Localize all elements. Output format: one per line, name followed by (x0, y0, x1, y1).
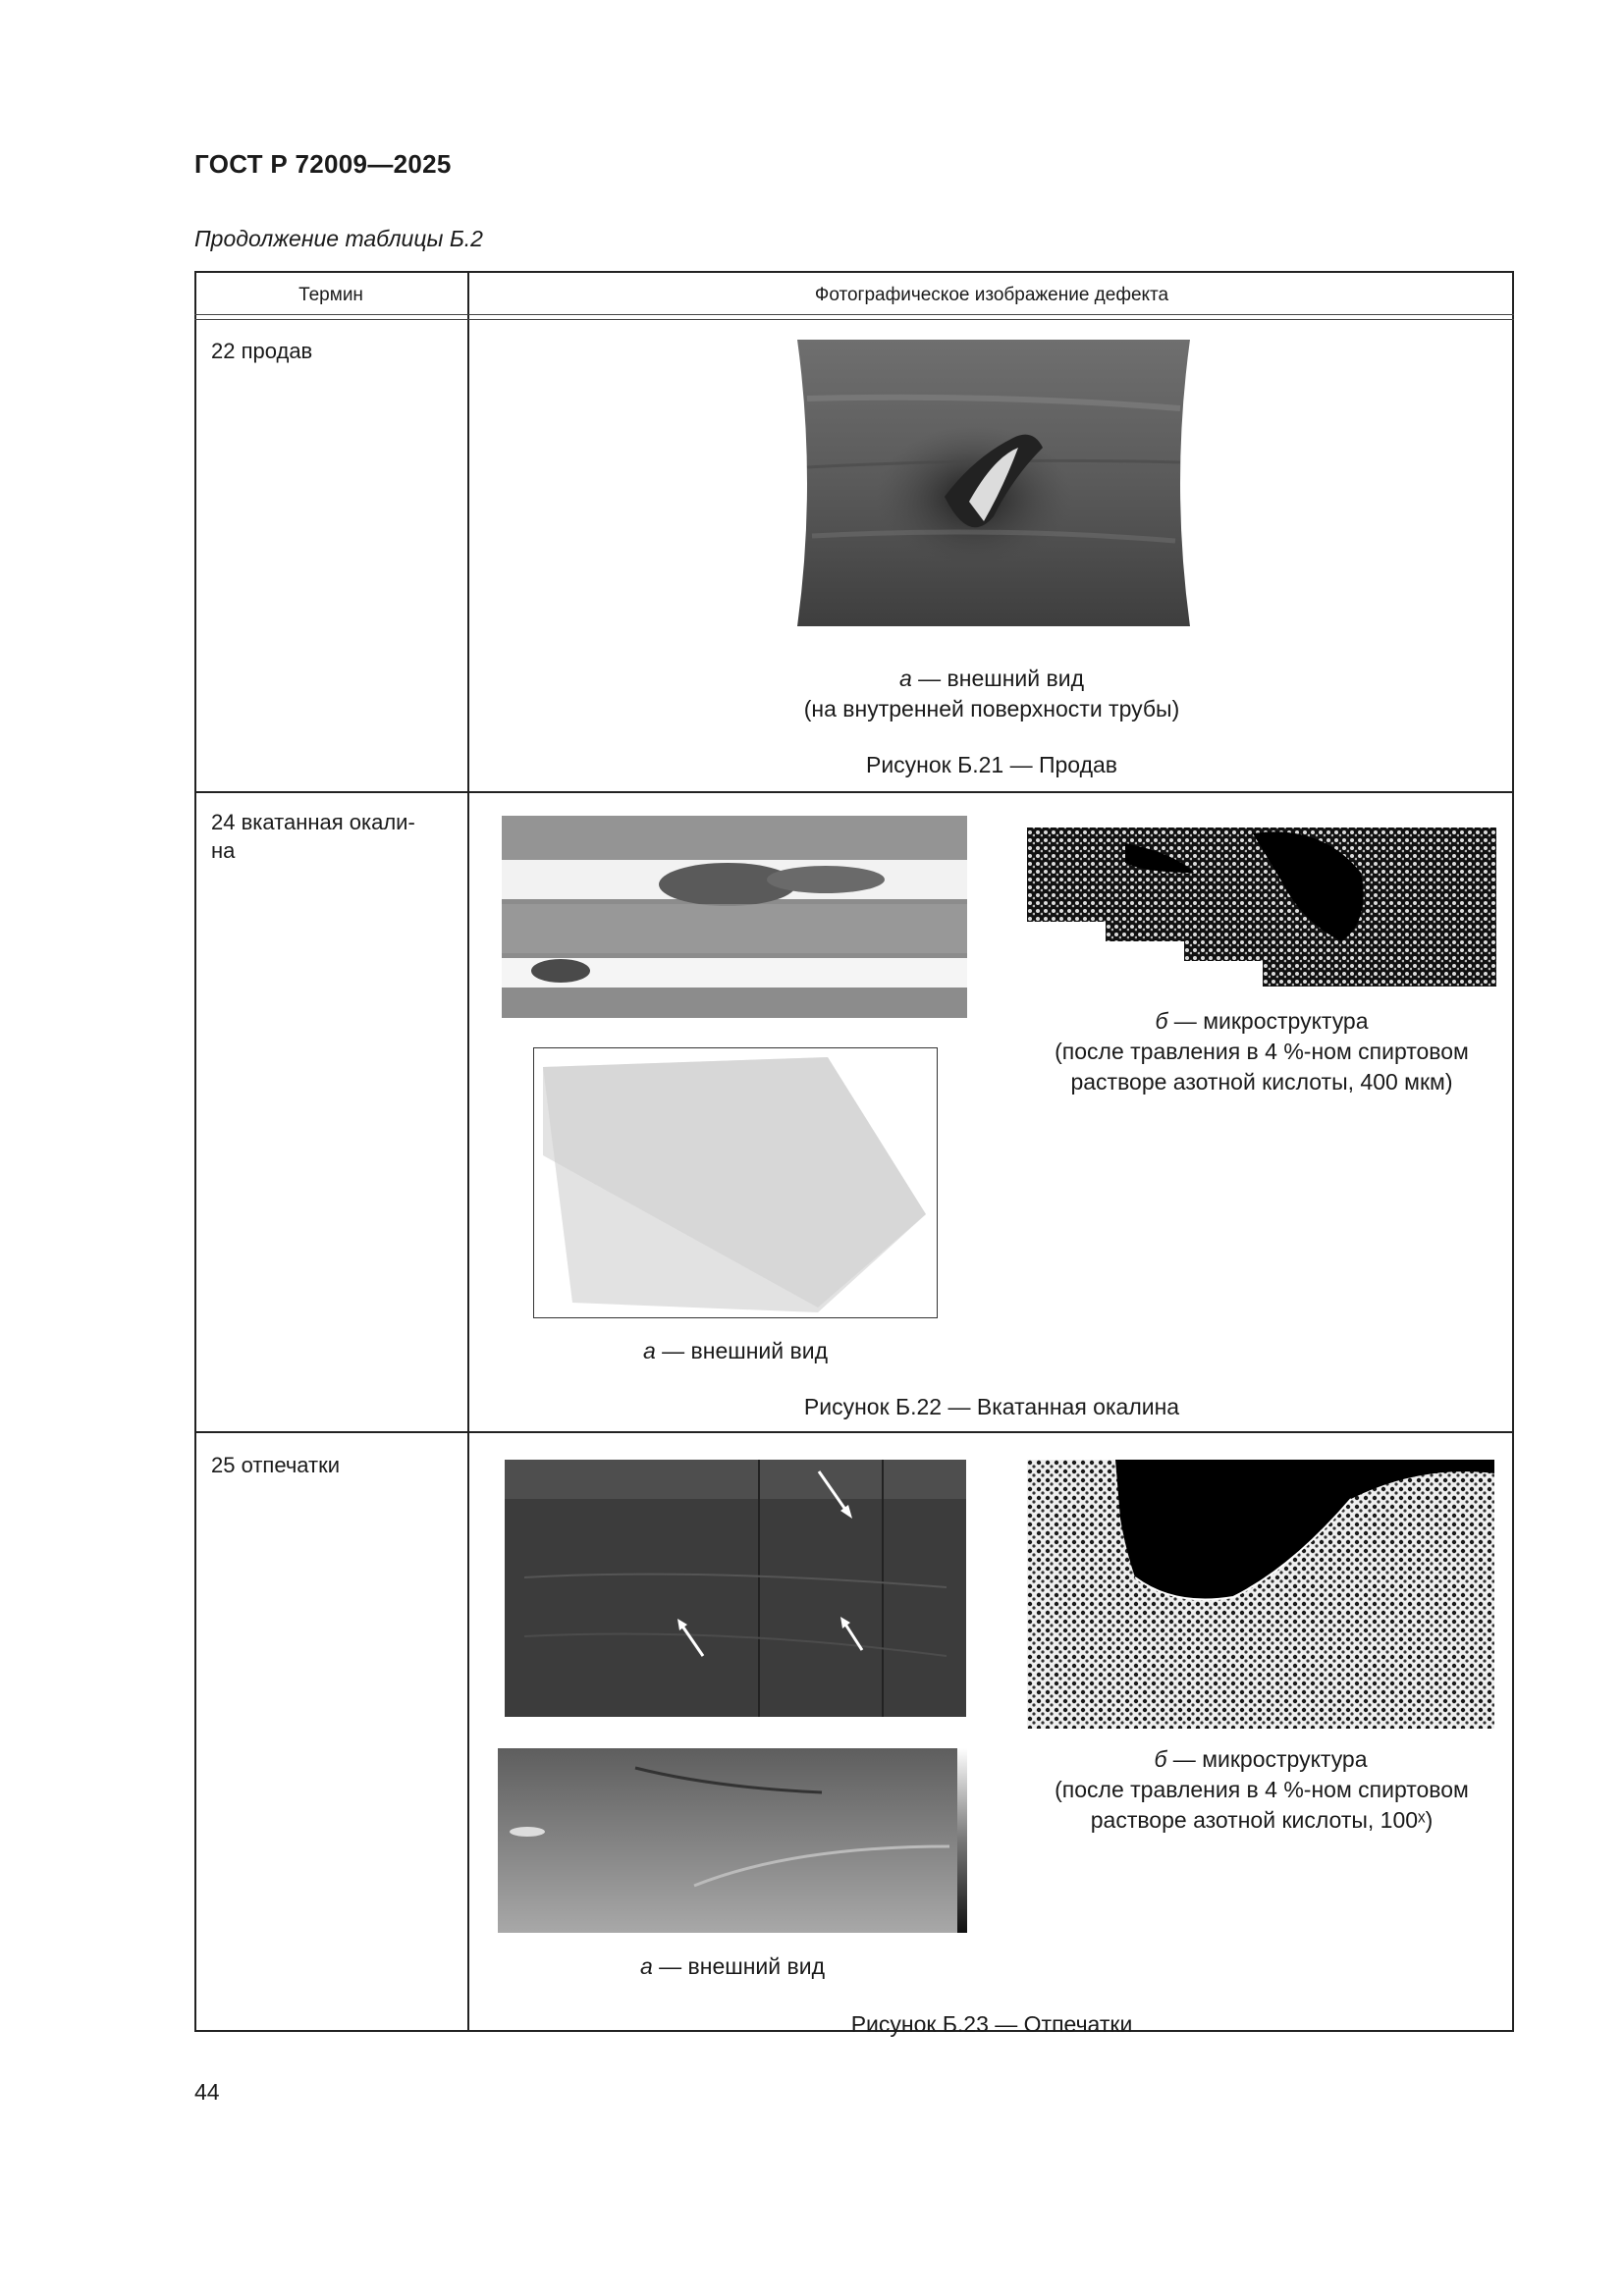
table-continuation-label: Продолжение таблицы Б.2 (194, 226, 483, 251)
caption-a-rolled-scale (533, 1336, 938, 1366)
photo-imprints-microstructure (1027, 1460, 1494, 1729)
figure-caption-b22: Рисунок Б.22 — Вкатанная окалина (803, 1394, 1180, 1419)
photo-imprints-external-1 (505, 1460, 966, 1717)
caption-b-text: — микроструктура (1167, 1008, 1369, 1034)
document-title: ГОСТ Р 72009—2025 (194, 149, 452, 179)
table-header-divider-double (194, 319, 1514, 320)
caption-b-letter: б (1154, 1746, 1167, 1772)
photo-prodav-external (797, 340, 1190, 626)
table-column-divider (467, 271, 469, 2032)
caption-a-prodav-line2: (на внутренней поверхности трубы) (803, 696, 1180, 721)
caption-b-rolled-scale-line3: растворе азотной кислоты, 400 мкм) (1070, 1069, 1453, 1095)
caption-b-imprints (1027, 1744, 1494, 1775)
term-rolled-scale (211, 808, 415, 865)
term-prodav: 22 продав (211, 339, 313, 363)
caption-a-letter: а (642, 1338, 656, 1363)
caption-b-imprints-line3: растворе азотной кислоты, 100ˣ) (1090, 1807, 1434, 1833)
caption-a-prodav (469, 664, 1514, 694)
table-row-divider (194, 791, 1514, 793)
term-imprints: 25 отпечатки (211, 1453, 341, 1477)
page-number: 44 (194, 2079, 220, 2105)
photo-rolled-scale-external-1 (502, 816, 967, 1018)
caption-b-letter: б (1155, 1008, 1168, 1034)
table-header-divider (194, 314, 1514, 315)
caption-a-letter: а (639, 1953, 653, 1979)
photo-rolled-scale-microstructure (1027, 814, 1496, 987)
column-header-term: Термин (298, 285, 363, 305)
photo-rolled-scale-external-2 (533, 1047, 938, 1318)
caption-a-text: — внешний вид (911, 666, 1084, 691)
caption-b-imprints-line2: (после травления в 4 %-ном спиртовом (1055, 1777, 1469, 1802)
column-header-photo: Фотографическое изображение дефекта (814, 285, 1169, 305)
figure-caption-b21: Рисунок Б.21 — Продав (865, 752, 1118, 777)
caption-a-letter: а (898, 666, 912, 691)
caption-a-text: — внешний вид (655, 1338, 828, 1363)
term-rolled-scale-line1: 24 вкатанная окали- (211, 810, 415, 834)
caption-b-rolled-scale-line2: (после травления в 4 %-ном спиртовом (1055, 1039, 1469, 1064)
term-rolled-scale-line2: на (211, 838, 236, 863)
caption-a-text: — внешний вид (652, 1953, 825, 1979)
caption-a-imprints (498, 1951, 967, 1982)
table-row-divider (194, 1431, 1514, 1433)
caption-b-rolled-scale (1027, 1006, 1496, 1037)
caption-b-text: — микроструктура (1166, 1746, 1368, 1772)
photo-imprints-external-2 (498, 1748, 967, 1933)
figure-caption-b23: Рисунок Б.23 — Отпечатки (850, 2011, 1133, 2037)
